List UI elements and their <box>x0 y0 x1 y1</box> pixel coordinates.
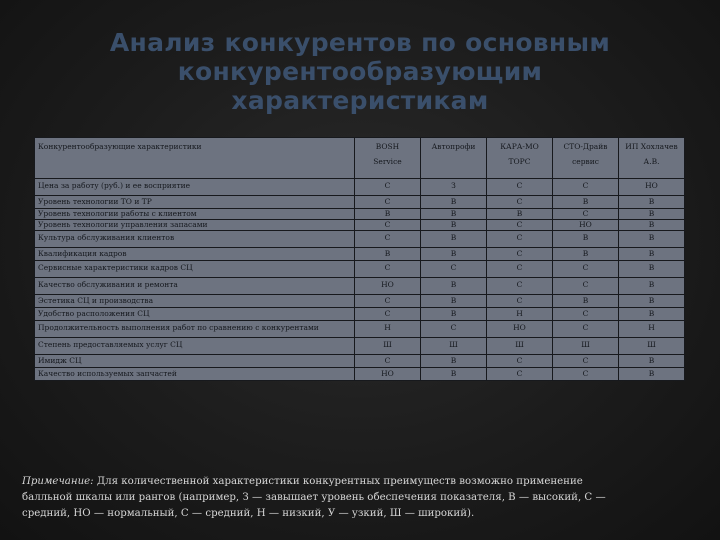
table-row <box>35 295 685 308</box>
row-value: В <box>421 278 487 295</box>
row-value: С <box>553 179 619 196</box>
row-value: С <box>487 278 553 295</box>
row-value: В <box>355 209 421 220</box>
row-value: НО <box>355 368 421 381</box>
row-value: В <box>619 368 685 381</box>
row-value: В <box>619 196 685 209</box>
comparison-table <box>34 137 685 381</box>
table-row <box>35 220 685 231</box>
row-label: Уровень технологии ТО и ТР <box>35 196 355 209</box>
row-value: В <box>619 209 685 220</box>
table-row <box>35 261 685 278</box>
row-value: С <box>355 231 421 248</box>
row-value: Ш <box>619 338 685 355</box>
header-competitor: КАРА-МО ТОРС <box>487 138 553 179</box>
row-label: Уровень технологии работы с клиентом <box>35 209 355 220</box>
row-value: С <box>355 355 421 368</box>
row-label: Имидж СЦ <box>35 355 355 368</box>
table-row <box>35 338 685 355</box>
row-value: НО <box>355 278 421 295</box>
row-value: НО <box>619 179 685 196</box>
row-label: Уровень технологии управления запасами <box>35 220 355 231</box>
row-label: Квалификация кадров <box>35 248 355 261</box>
header-characteristic: Конкурентообразующие характеристики <box>35 138 355 179</box>
footnote <box>22 474 612 522</box>
row-value: В <box>619 220 685 231</box>
row-value: Ш <box>421 338 487 355</box>
row-value: С <box>487 355 553 368</box>
row-value: С <box>421 261 487 278</box>
row-value: В <box>421 231 487 248</box>
row-value: С <box>355 261 421 278</box>
table-row <box>35 196 685 209</box>
table-header-row <box>35 138 685 179</box>
row-value: В <box>553 196 619 209</box>
row-value: С <box>421 321 487 338</box>
row-value: НО <box>487 321 553 338</box>
row-value: З <box>421 179 487 196</box>
row-value: С <box>487 261 553 278</box>
row-label: Цена за работу (руб.) и ее восприятие <box>35 179 355 196</box>
row-value: В <box>553 231 619 248</box>
row-value: Н <box>619 321 685 338</box>
row-value: В <box>619 308 685 321</box>
row-value: В <box>553 295 619 308</box>
table-row <box>35 248 685 261</box>
row-label: Культура обслуживания клиентов <box>35 231 355 248</box>
row-value: В <box>421 308 487 321</box>
row-value: С <box>553 261 619 278</box>
row-value: В <box>421 209 487 220</box>
table-row <box>35 368 685 381</box>
row-value: В <box>619 248 685 261</box>
header-competitor: ИП Хохлачев А.В. <box>619 138 685 179</box>
table-row <box>35 231 685 248</box>
row-value: С <box>487 231 553 248</box>
row-label: Удобство расположения СЦ <box>35 308 355 321</box>
row-value: С <box>355 308 421 321</box>
row-value: Ш <box>553 338 619 355</box>
row-value: Н <box>487 308 553 321</box>
row-label: Эстетика СЦ и производства <box>35 295 355 308</box>
row-value: С <box>553 278 619 295</box>
slide-title: Анализ конкурентов по основным конкурентообразующим характеристикам <box>109 28 611 115</box>
footnote-label: Примечание: <box>22 476 94 487</box>
row-value: В <box>619 261 685 278</box>
row-value: В <box>421 220 487 231</box>
competitor-table <box>34 137 684 381</box>
row-value: НО <box>553 220 619 231</box>
table-row <box>35 321 685 338</box>
header-competitor: СТО-Драйв сервис <box>553 138 619 179</box>
row-value: В <box>619 295 685 308</box>
row-label: Продолжительность выполнения работ по сравнению с конкурентами <box>35 321 355 338</box>
row-label: Качество используемых запчастей <box>35 368 355 381</box>
row-value: В <box>421 368 487 381</box>
row-value: В <box>421 248 487 261</box>
row-value: С <box>487 196 553 209</box>
row-value: В <box>619 355 685 368</box>
table-row <box>35 278 685 295</box>
row-value: С <box>355 196 421 209</box>
table-row <box>35 179 685 196</box>
row-value: Н <box>355 321 421 338</box>
row-value: С <box>355 179 421 196</box>
row-value: Ш <box>355 338 421 355</box>
row-value: С <box>553 368 619 381</box>
row-value: С <box>487 248 553 261</box>
row-value: В <box>553 248 619 261</box>
row-value: Ш <box>487 338 553 355</box>
row-value: С <box>355 220 421 231</box>
table-row <box>35 308 685 321</box>
table-row <box>35 355 685 368</box>
row-value: В <box>619 278 685 295</box>
row-value: В <box>421 295 487 308</box>
row-value: В <box>487 209 553 220</box>
row-value: С <box>553 209 619 220</box>
row-value: В <box>421 355 487 368</box>
row-value: В <box>421 196 487 209</box>
row-value: С <box>553 355 619 368</box>
header-competitor: BOSH Service <box>355 138 421 179</box>
row-label: Степень предоставляемых услуг СЦ <box>35 338 355 355</box>
row-value: С <box>487 179 553 196</box>
row-label: Качество обслуживания и ремонта <box>35 278 355 295</box>
row-value: С <box>355 295 421 308</box>
table-row <box>35 209 685 220</box>
row-value: С <box>487 295 553 308</box>
header-competitor: Автопрофи <box>421 138 487 179</box>
row-value: С <box>487 220 553 231</box>
row-value: С <box>553 308 619 321</box>
row-label: Сервисные характеристики кадров СЦ <box>35 261 355 278</box>
row-value: В <box>355 248 421 261</box>
row-value: С <box>553 321 619 338</box>
footnote-text: Для количественной характеристики конкурентных преимуществ возможно применение балльной шкалы или рангов (например, З — завышает уровень обеспечения показателя, В — высокий, С — средний, НО — нормальный, С — средний, Н — низкий, У — узкий, Ш — широкий). <box>22 476 606 519</box>
row-value: В <box>619 231 685 248</box>
row-value: С <box>487 368 553 381</box>
